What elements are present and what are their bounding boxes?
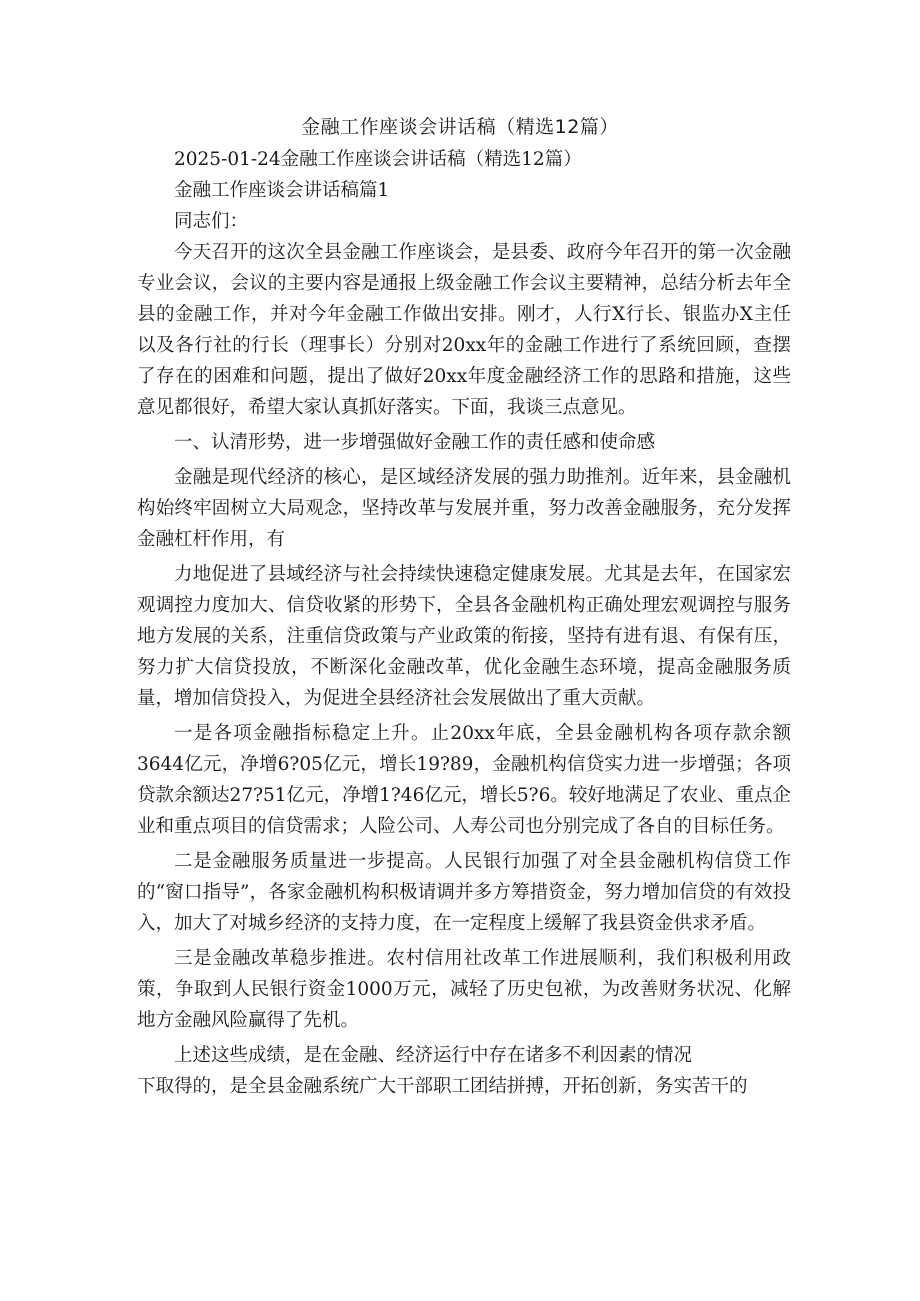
paragraph: 力地促进了县域经济与社会持续快速稳定健康发展。尤其是去年，在国家宏观调控力度加大、信贷收紧的形势下，全县各金融机构正确处理宏观调控与服务地方发展的关系，注重信贷政策与产业政策的衔接，坚持有进有退、有保有压，努力扩大信贷投放，不断深化金融改革，优化金融生态环境，提高金融服务质量，增加信贷投入，为促进全县经济社会发展做出了重大贡献。 — [137, 564, 791, 709]
paragraph-continuation: 下取得的，是全县金融系统广大干部职工团结拼搏，开拓创新，务实苦干的 — [137, 1076, 748, 1097]
subheading: 一、认清形势，进一步增强做好金融工作的责任感和使命感 — [174, 432, 656, 453]
document-title: 金融工作座谈会讲话稿（精选12篇） — [301, 116, 619, 138]
paragraph: 上述这些成绩，是在金融、经济运行中存在诸多不利因素的情况 — [174, 1045, 693, 1066]
date-heading: 2025-01-24金融工作座谈会讲话稿（精选12篇） — [174, 149, 582, 170]
section-heading: 金融工作座谈会讲话稿篇1 — [174, 180, 390, 201]
paragraph: 三是金融改革稳步推进。农村信用社改革工作进展顺利，我们积极利用政策，争取到人民银行资金1000万元，减轻了历史包袱，为改善财务状况、化解地方金融风险赢得了先机。 — [137, 948, 791, 1031]
paragraph: 二是金融服务质量进一步提高。人民银行加强了对全县金融机构信贷工作的“窗口指导”，各家金融机构积极请调并多方筹措资金，努力增加信贷的有效投入，加大了对城乡经济的支持力度，在一定程度上缓解了我县资金供求矛盾。 — [137, 851, 791, 934]
document-body — [137, 144, 791, 1106]
paragraph: 一是各项金融指标稳定上升。止20xx年底，全县金融机构各项存款余额3644亿元，净增6?05亿元，增长19?89，金融机构信贷实力进一步增强；各项贷款余额达27?51亿元，净增1?46亿元，增长5?6。较好地满足了农业、重点企业和重点项目的信贷需求；人险公司、人寿公司也分别完成了各自的目标任务。 — [137, 723, 791, 837]
salutation: 同志们： — [174, 211, 249, 232]
paragraph: 今天召开的这次全县金融工作座谈会，是县委、政府今年召开的第一次金融专业会议，会议的主要内容是通报上级金融工作会议主要精神，总结分析去年全县的金融工作，并对今年金融工作做出安排。刚才，人行X行长、银监办X主任以及各行社的行长（理事长）分别对20xx年的金融工作进行了系统回顾，查摆了存在的困难和问题，提出了做好20xx年度金融经济工作的思路和措施，这些意见都很好，希望大家认真抓好落实。下面，我谈三点意见。 — [137, 242, 791, 418]
paragraph: 金融是现代经济的核心，是区域经济发展的强力助推剂。近年来，县金融机构始终牢固树立大局观念，坚持改革与发展并重，努力改善金融服务，充分发挥金融杠杆作用，有 — [137, 467, 791, 550]
